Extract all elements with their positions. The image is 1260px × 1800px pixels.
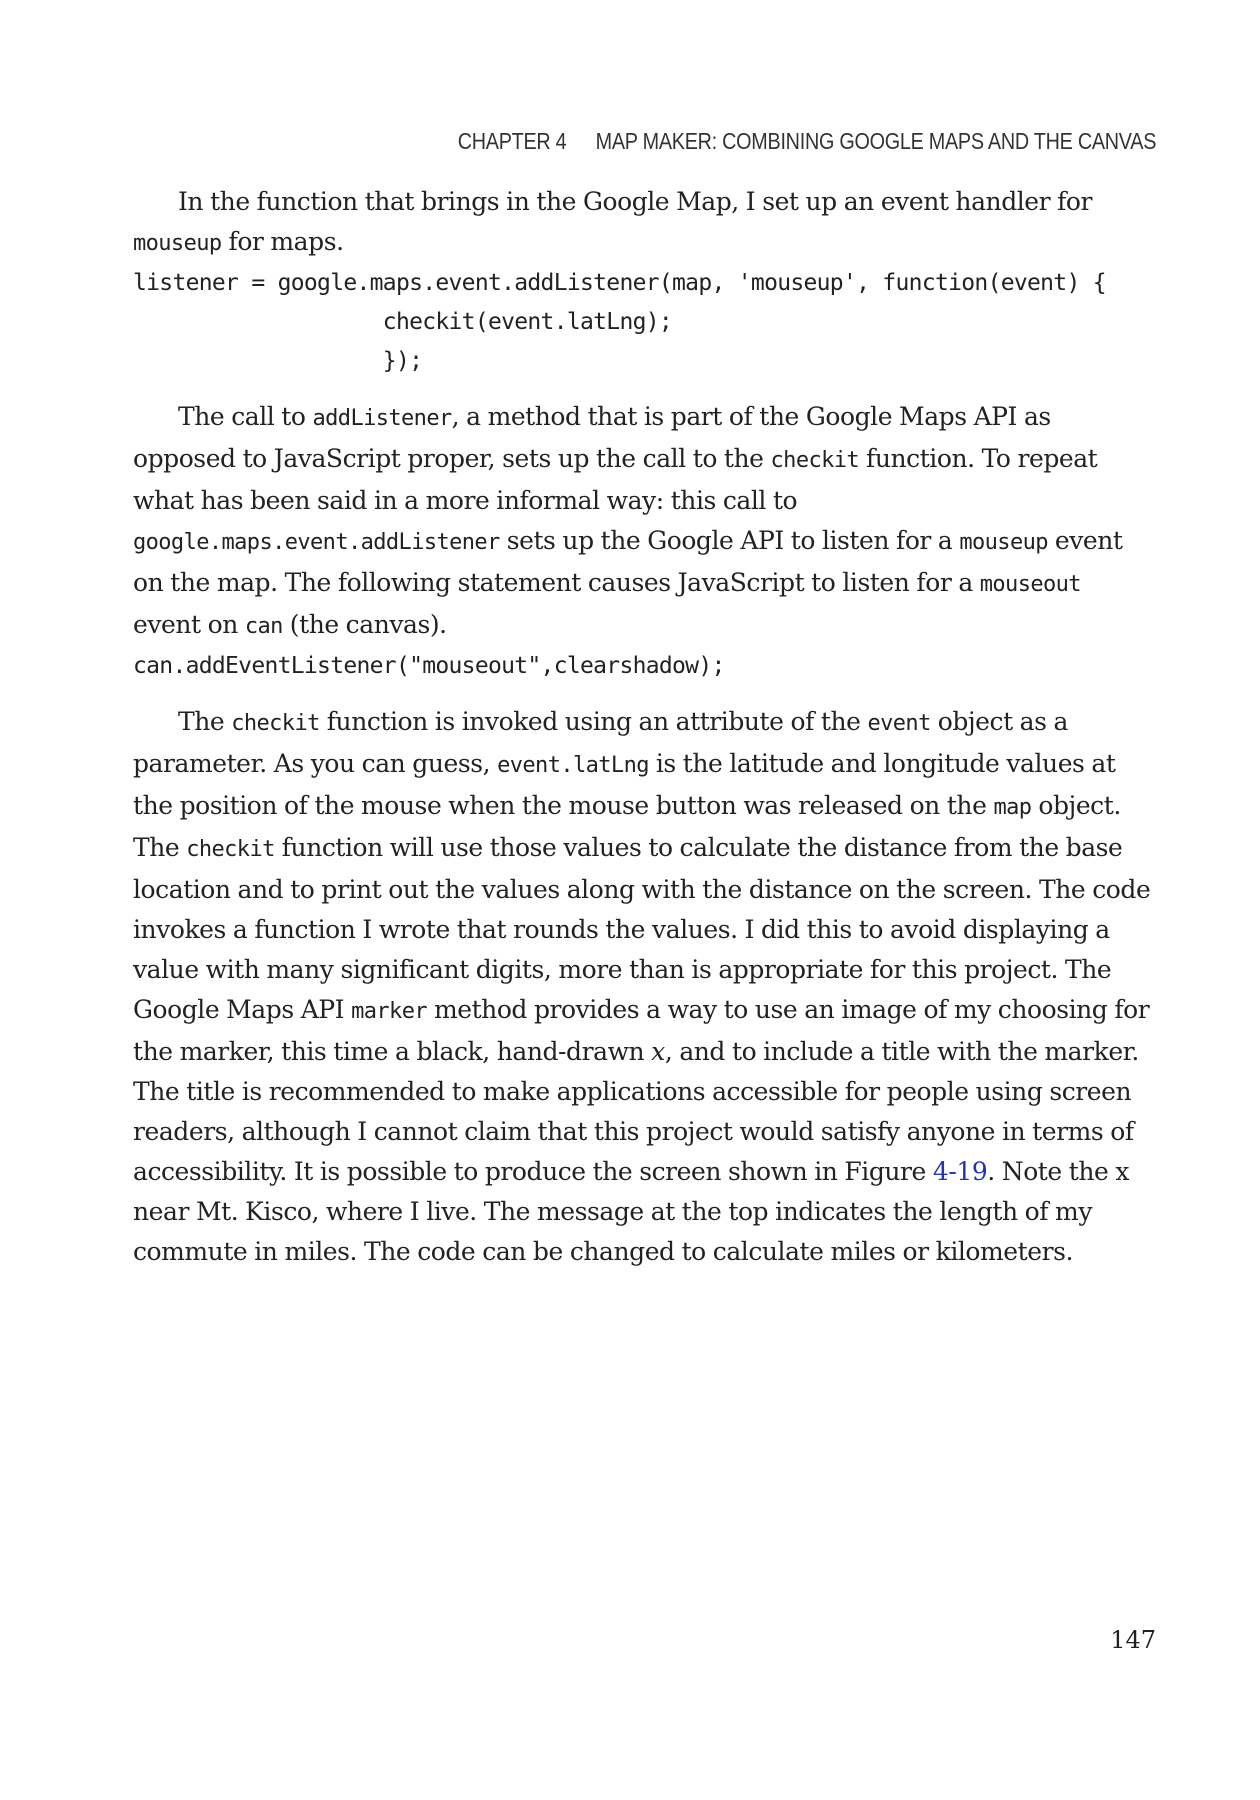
text-run: is the latitude and longitude values at the position of the mouse when the mouse button was released on the: [133, 749, 1116, 820]
inline-code: checkit: [186, 837, 275, 862]
text-run: event on the map. The following statement causes JavaScript to listen for a: [133, 526, 1123, 597]
inline-code: map: [993, 795, 1032, 820]
paragraph-2: [133, 397, 1153, 647]
inline-code: mouseup: [133, 231, 222, 256]
text-run: for maps.: [221, 227, 344, 256]
text-run: function is invoked using an attribute of the: [319, 707, 868, 736]
italic-x: x: [651, 1037, 665, 1066]
paragraph-3: [133, 702, 1153, 1272]
text-run: , a method that is part of the Google Maps API as opposed to JavaScript proper, sets up the call to the: [133, 402, 1051, 473]
text-run: The: [178, 707, 232, 736]
inline-code: mouseout: [979, 572, 1081, 597]
running-header: [458, 128, 1156, 155]
inline-code: checkit: [770, 448, 860, 473]
inline-code: mouseup: [959, 530, 1048, 555]
text-run: . Note the x near Mt. Kisco, where I live. The message at the top indicates the length of my commute in miles. The code can be changed to calculate miles or kilometers.: [133, 1157, 1129, 1266]
inline-code: can: [244, 614, 283, 639]
page-body: [133, 182, 1153, 1272]
paragraph-1: [133, 182, 1153, 264]
chapter-title: MAP MAKER: COMBINING GOOGLE MAPS AND THE CANVAS: [595, 128, 1156, 154]
figure-4-19-link[interactable]: 4-19: [932, 1157, 988, 1186]
text-run: The call to: [178, 402, 313, 431]
page-number: 147: [1110, 1626, 1156, 1654]
text-run: method provides a way to use an image of my choosing for the marker, this time a black, hand-drawn: [133, 995, 1150, 1066]
code-block-mouseout: can.addEventListener("mouseout",clearshadow);: [133, 653, 725, 679]
text-run: object as a parameter. As you can guess,: [133, 707, 1068, 778]
text-run: object. The: [133, 791, 1121, 862]
text-run: function. To repeat what has been said in a more informal way: this call to: [133, 444, 1098, 515]
chapter-label: CHAPTER 4: [457, 128, 567, 154]
text-run: event on: [133, 610, 245, 639]
text-run: , and to include a title with the marker. The title is recommended to make applications accessible for people using screen readers, although I cannot claim that this project would satisfy anyone in terms of accessibility. It is possible to produce the screen shown in Figure: [133, 1037, 1139, 1186]
code-block-listener: listener = google.maps.event.addListener(map, 'mouseup', function(event) { checkit(event.latLng); });: [133, 270, 1106, 374]
text-run: function will use those values to calculate the distance from the base location and to print out the values along with the distance on the screen. The code invokes a function I wrote that rounds the values. I did this to avoid displaying a value with many significant digits, more than is appropriate for this project. The Google Maps API: [133, 833, 1151, 1024]
inline-code: addListener: [312, 406, 452, 431]
inline-code: event: [867, 711, 931, 736]
inline-code: event.latLng: [497, 753, 649, 778]
text-run: In the function that brings in the Google Map, I set up an event handler for: [178, 187, 1093, 216]
text-run: sets up the Google API to listen for a: [499, 526, 960, 555]
text-run: (the canvas).: [282, 610, 447, 639]
inline-code: marker: [351, 999, 427, 1024]
inline-code: google.maps.event.addListener: [133, 530, 500, 555]
inline-code: checkit: [231, 711, 320, 736]
